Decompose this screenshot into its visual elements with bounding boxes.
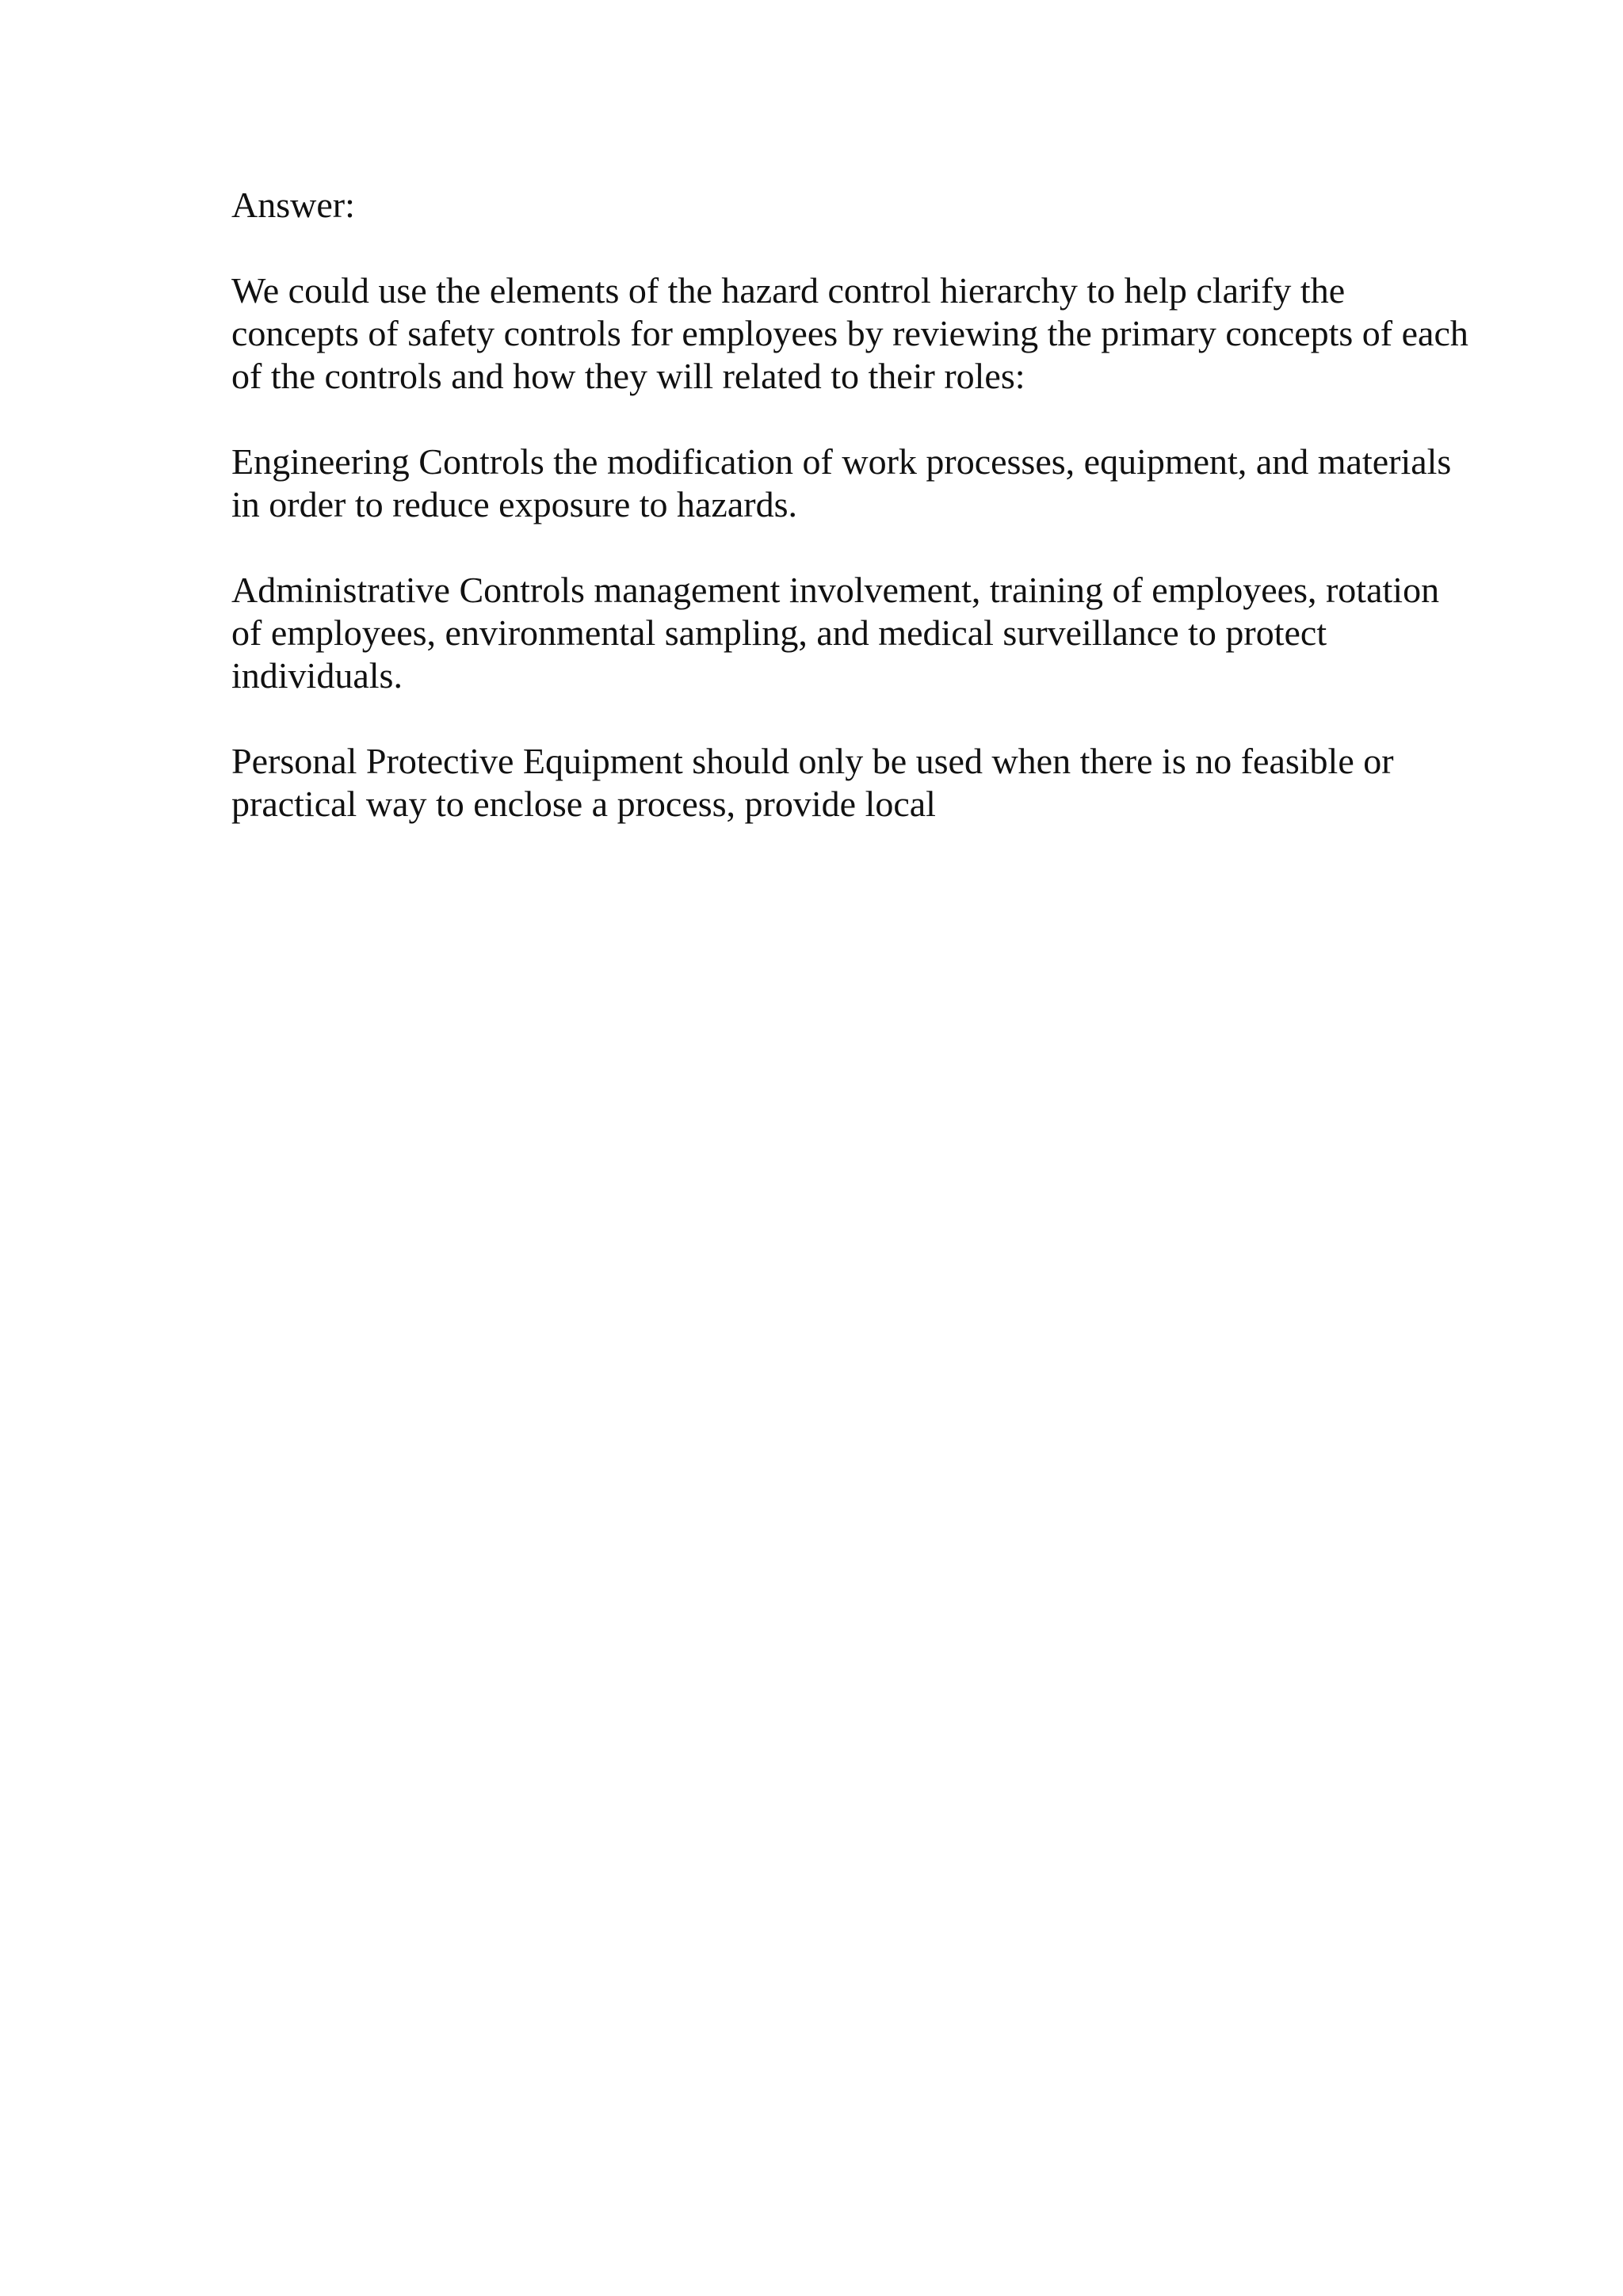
text-line: Administrative Controls management involvement, training of employees, rotation [231,570,1440,610]
paragraph-personal-protective-equipment [231,740,1515,826]
paragraph-engineering-controls [231,441,1515,526]
document-body [231,184,1515,826]
text-line: in order to reduce exposure to hazards. [231,484,797,524]
paragraph-spacer [231,398,1515,441]
text-line: practical way to enclose a process, provide local [231,784,936,824]
text-line: of employees, environmental sampling, and medical surveillance to protect [231,612,1327,653]
text-line: Engineering Controls the modification of work processes, equipment, and materials [231,441,1452,482]
text-line: concepts of safety controls for employees by reviewing the primary concepts of each [231,313,1468,353]
text-line: We could use the elements of the hazard control hierarchy to help clarify the [231,270,1346,311]
answer-heading: Answer: [231,185,355,225]
text-line: of the controls and how they will related to their roles: [231,356,1025,396]
text-line: Personal Protective Equipment should only be used when there is no feasible or [231,741,1394,781]
paragraph-intro [231,269,1515,398]
paragraph-administrative-controls [231,569,1515,697]
paragraph-spacer [231,227,1515,269]
paragraph-spacer [231,526,1515,569]
paragraph-spacer [231,697,1515,740]
text-line: individuals. [231,655,403,696]
